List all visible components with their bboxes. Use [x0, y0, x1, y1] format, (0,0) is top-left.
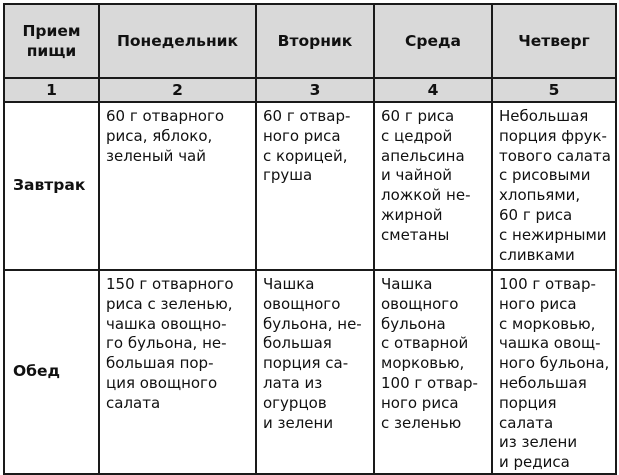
header-monday: Понедельник	[99, 4, 256, 78]
column-number-row	[4, 78, 616, 102]
column-number: 2	[99, 78, 256, 102]
lunch-thursday: 100 г отвар- ного риса с морковью, чашка овощ- ного бульона, небольшая порция салата из зелени и редиса	[492, 270, 616, 474]
lunch-wednesday: Чашка овощного бульона с отварной морковью, 100 г отвар- ного риса с зеленью	[374, 270, 492, 474]
lunch-tuesday: Чашка овощного бульона, не- большая порция са- лата из огурцов и зелени	[256, 270, 374, 474]
meal-name-lunch: Обед	[4, 270, 99, 474]
breakfast-tuesday: 60 г отвар- ного риса с корицей, груша	[256, 102, 374, 270]
meal-plan-table	[3, 3, 617, 475]
header-row	[4, 4, 616, 78]
header-tuesday: Вторник	[256, 4, 374, 78]
breakfast-monday: 60 г отварного риса, яблоко, зеленый чай	[99, 102, 256, 270]
lunch-row	[4, 270, 616, 474]
header-wednesday: Среда	[374, 4, 492, 78]
lunch-monday: 150 г отварного риса с зеленью, чашка овощно- го бульона, не- большая пор- ция овощного салата	[99, 270, 256, 474]
column-number: 4	[374, 78, 492, 102]
breakfast-wednesday: 60 г риса с цедрой апельсина и чайной ложкой не- жирной сметаны	[374, 102, 492, 270]
breakfast-thursday: Небольшая порция фрук- тового салата с рисовыми хлопьями, 60 г риса с нежирными сливками	[492, 102, 616, 270]
header-thursday: Четверг	[492, 4, 616, 78]
breakfast-row	[4, 102, 616, 270]
column-number: 3	[256, 78, 374, 102]
column-number: 5	[492, 78, 616, 102]
meal-name-breakfast: Завтрак	[4, 102, 99, 270]
column-number: 1	[4, 78, 99, 102]
header-meal: Прием пищи	[4, 4, 99, 78]
